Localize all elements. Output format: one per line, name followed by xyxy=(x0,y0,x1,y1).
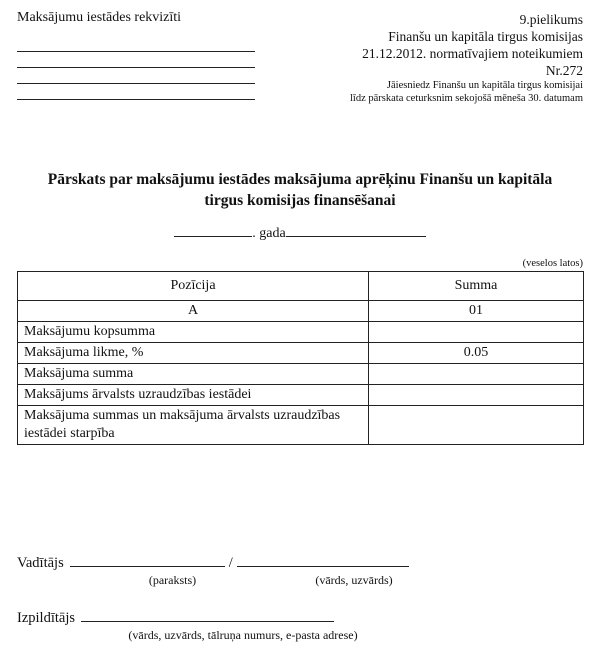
executor-blank xyxy=(81,608,334,622)
requisites-blank-lines xyxy=(17,36,262,100)
manager-signature-blank xyxy=(70,553,225,567)
row-value xyxy=(369,406,584,445)
row-label: Maksājums ārvalsts uzraudzības iestādei xyxy=(18,385,369,406)
requisites-blank-line xyxy=(17,68,255,84)
row-value xyxy=(369,364,584,385)
manager-signature-notes xyxy=(17,573,583,588)
form-header xyxy=(17,8,583,105)
document-title: Pārskats par maksājumu iestādes maksājuma aprēķinu Finanšu un kapitāla tirgus komisijas finansēšanai xyxy=(47,171,553,209)
currency-unit-note: (veselos latos) xyxy=(522,258,583,269)
signatures-block xyxy=(17,553,583,643)
signature-note: (paraksts) xyxy=(148,573,197,587)
row-label: Maksājuma summa xyxy=(18,364,369,385)
annex-number: 9.pielikums xyxy=(519,12,583,27)
row-label: Maksājuma likme, % xyxy=(18,343,369,364)
manager-signature-row xyxy=(17,553,583,572)
submission-note-line-1: Jāiesniedz Finanšu un kapitāla tirgus komisijai xyxy=(386,80,583,91)
executor-signature-row xyxy=(17,608,583,627)
table-code-row xyxy=(18,301,584,322)
requisites-blank-line xyxy=(17,52,255,68)
executor-notes xyxy=(17,628,583,643)
column-header-pozicija: Pozīcija xyxy=(18,272,369,301)
table-row xyxy=(18,322,584,343)
table-header-row xyxy=(18,272,584,301)
submission-note-line-2: līdz pārskata ceturksnim sekojošā mēneša 30. datumam xyxy=(350,93,583,104)
row-value xyxy=(369,322,584,343)
annex-reference-block xyxy=(350,8,583,105)
regulation-number: Nr.272 xyxy=(545,63,583,78)
requisites-blank-line xyxy=(17,36,255,52)
executor-note: (vārds, uzvārds, tālruņa numurs, e-pasta adrese) xyxy=(128,628,358,642)
signature-slash: / xyxy=(228,555,233,571)
requisites-label: Maksājumu iestādes rekvizīti xyxy=(17,10,182,25)
reporting-period-line xyxy=(17,223,583,242)
table-row xyxy=(18,364,584,385)
table-row xyxy=(18,343,584,364)
row-label: Maksājuma summas un maksājuma ārvalsts uzraudzības iestādei starpība xyxy=(18,406,369,445)
year-blank-field xyxy=(174,223,252,237)
name-note: (vārds, uzvārds) xyxy=(315,573,393,587)
executor-label: Izpildītājs xyxy=(17,610,75,626)
row-value: 0.05 xyxy=(369,343,584,364)
manager-label: Vadītājs xyxy=(17,555,64,571)
requisites-block xyxy=(17,8,262,100)
period-blank-field xyxy=(286,223,426,237)
requisites-blank-line xyxy=(17,84,255,100)
row-label: Maksājumu kopsumma xyxy=(18,322,369,343)
gada-label: . gada xyxy=(252,226,286,241)
regulation-line: 21.12.2012. normatīvajiem noteikumiem xyxy=(362,46,583,61)
table-row xyxy=(18,385,584,406)
report-table xyxy=(17,271,584,445)
manager-name-blank xyxy=(237,553,409,567)
row-value xyxy=(369,385,584,406)
issuer-line: Finanšu un kapitāla tirgus komisijas xyxy=(388,29,583,44)
code-cell-a: A xyxy=(18,301,369,322)
column-header-summa: Summa xyxy=(369,272,584,301)
table-row xyxy=(18,406,584,445)
code-cell-01: 01 xyxy=(369,301,584,322)
